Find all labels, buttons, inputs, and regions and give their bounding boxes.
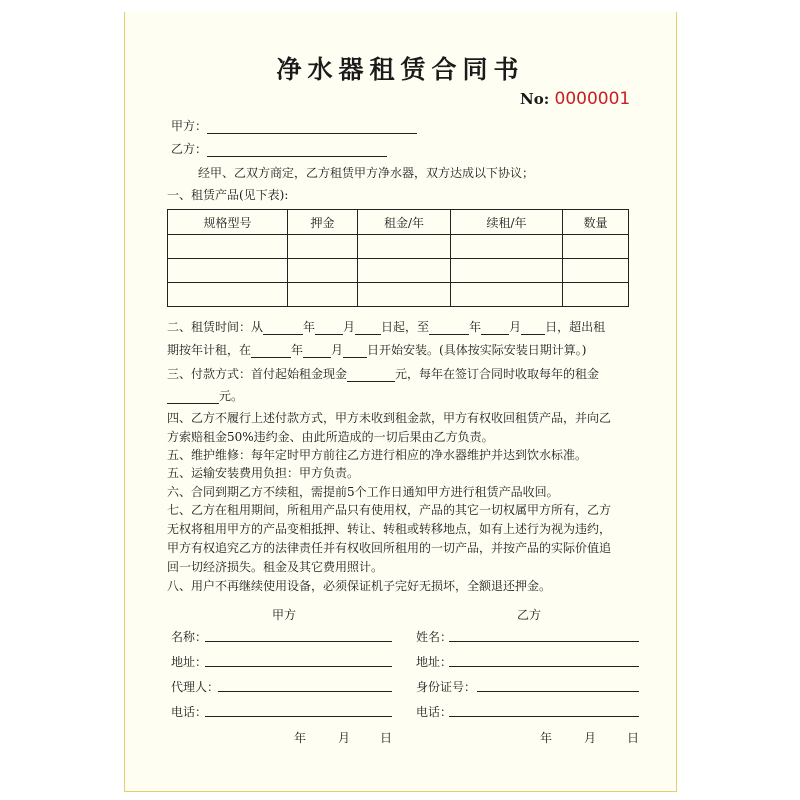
table-cell[interactable] — [563, 235, 629, 259]
section3-text: 三、付款方式：首付起始租金现金 — [167, 367, 348, 381]
header-deposit: 押金 — [288, 210, 358, 235]
table-cell[interactable] — [563, 259, 629, 283]
year-label: 年 — [291, 343, 304, 357]
section2-text: 期按年计租，在 — [167, 343, 252, 357]
section7-line1: 七、乙方在租用期间，所租用产品只有使用权，产品的其它一切权属甲方所有，乙方 — [167, 503, 612, 517]
section7-line4: 回一切经济损失。租金及其它费用照计。 — [167, 560, 384, 574]
month-label: 月 — [509, 320, 522, 334]
annual-rent-field[interactable] — [167, 403, 219, 404]
contract-title: 净水器租赁合同书 — [276, 55, 525, 84]
sign-a-agent-field[interactable] — [218, 691, 392, 692]
party-a-field[interactable] — [207, 133, 417, 134]
sign-b-id-label: 身份证号： — [416, 680, 477, 694]
sign-b-day: 日 — [627, 731, 640, 745]
party-b-label: 乙方： — [171, 142, 208, 156]
section2-text: 日，超出租 — [545, 320, 606, 334]
section8-text: 八、用户不再继续使用设备，必须保证机子完好无损坏，全额退还押金。 — [167, 579, 552, 593]
section3-text: 元。 — [219, 389, 244, 403]
table-cell[interactable] — [288, 283, 358, 307]
section3-line1 — [167, 365, 599, 382]
section6-text: 六、合同到期乙方不续租，需提前5个工作日通知甲方进行租赁产品收回。 — [167, 485, 559, 499]
sign-b-name-label: 姓名： — [416, 630, 453, 644]
section2-text: 日开始安装。(具体按实际安装日期计算。) — [367, 343, 587, 357]
table-cell[interactable] — [451, 259, 563, 283]
sign-a-address-label: 地址： — [171, 655, 208, 669]
section2-text: 二、租赁时间：从 — [167, 320, 264, 334]
sign-b-name-field[interactable] — [449, 641, 639, 642]
sign-b-year: 年 — [540, 731, 553, 745]
party-a-row — [171, 117, 417, 134]
sign-b-id-field[interactable] — [477, 691, 639, 692]
product-table — [167, 209, 629, 307]
sign-a-phone-label: 电话： — [171, 705, 208, 719]
table-cell[interactable] — [358, 235, 451, 259]
header-rent-year: 租金/年 — [358, 210, 451, 235]
section4-line2: 方索赔租金50%违约金、由此所造成的一切后果由乙方负责。 — [167, 430, 494, 444]
sign-a-day: 日 — [380, 731, 393, 745]
end-day-field[interactable] — [521, 334, 545, 335]
section3-text: 元，每年在签订合同时收取每年的租金 — [395, 367, 600, 381]
month-label: 月 — [331, 343, 344, 357]
table-header-row — [168, 210, 629, 235]
sign-b-phone-label: 电话： — [416, 705, 453, 719]
sign-a-agent-label: 代理人： — [171, 680, 220, 694]
start-day-field[interactable] — [355, 334, 381, 335]
sign-b-heading: 乙方 — [517, 608, 542, 622]
sign-a-month: 月 — [338, 731, 351, 745]
table-cell[interactable] — [358, 283, 451, 307]
section5b-text: 五、运输安装费用负担：甲方负责。 — [167, 466, 360, 480]
start-year-field[interactable] — [263, 334, 303, 335]
sign-a-address-field[interactable] — [205, 666, 392, 667]
section3-line2 — [167, 387, 243, 404]
sign-a-name-label: 名称： — [171, 630, 208, 644]
serial-label: No: — [520, 90, 550, 108]
install-month-field[interactable] — [303, 357, 331, 358]
sign-b-month: 月 — [584, 731, 597, 745]
party-a-label: 甲方： — [171, 119, 208, 133]
section2-line2 — [167, 341, 586, 358]
year-label: 年 — [469, 320, 482, 334]
end-month-field[interactable] — [481, 334, 509, 335]
section7-line2: 无权将租用甲方的产品变相抵押、转让、转租或转移地点，如有上述行为视为违约， — [167, 522, 612, 536]
section2-text: 日起，至 — [381, 320, 430, 334]
section2-line1 — [167, 318, 605, 335]
header-model: 规格型号 — [168, 210, 288, 235]
header-quantity: 数量 — [563, 210, 629, 235]
install-year-field[interactable] — [251, 357, 291, 358]
serial-number — [520, 89, 630, 109]
sign-b-address-label: 地址： — [416, 655, 453, 669]
table-cell[interactable] — [288, 235, 358, 259]
sign-b-address-field[interactable] — [449, 666, 639, 667]
start-month-field[interactable] — [315, 334, 343, 335]
sign-a-heading: 甲方 — [272, 608, 297, 622]
end-year-field[interactable] — [429, 334, 469, 335]
header-renew-year: 续租/年 — [451, 210, 563, 235]
party-b-field[interactable] — [207, 156, 387, 157]
section7-line3: 甲方有权追究乙方的法律责任并有权收回所租用的一切产品，并按产品的实际价值追 — [167, 541, 612, 555]
section4-line1: 四、乙方不履行上述付款方式，甲方未收到租金款，甲方有权收回租赁产品，并向乙 — [167, 411, 612, 425]
sign-a-phone-field[interactable] — [205, 716, 392, 717]
sign-a-year: 年 — [294, 731, 307, 745]
month-label: 月 — [343, 320, 356, 334]
year-label: 年 — [303, 320, 316, 334]
table-cell[interactable] — [168, 283, 288, 307]
table-cell[interactable] — [563, 283, 629, 307]
table-cell[interactable] — [168, 235, 288, 259]
table-cell[interactable] — [288, 259, 358, 283]
table-row — [168, 283, 629, 307]
table-row — [168, 259, 629, 283]
table-cell[interactable] — [451, 235, 563, 259]
party-b-row — [171, 140, 387, 157]
table-cell[interactable] — [358, 259, 451, 283]
table-cell[interactable] — [451, 283, 563, 307]
table-row — [168, 235, 629, 259]
sign-a-name-field[interactable] — [205, 641, 392, 642]
serial-value: 0000001 — [554, 89, 631, 109]
section5a-text: 五、维护维修：每年定时甲方前往乙方进行相应的净水器维护并达到饮水标准。 — [167, 448, 588, 462]
section1-label: 一、租赁产品(见下表): — [167, 188, 289, 202]
sign-b-phone-field[interactable] — [449, 716, 639, 717]
table-cell[interactable] — [168, 259, 288, 283]
install-day-field[interactable] — [343, 357, 367, 358]
down-payment-field[interactable] — [347, 381, 395, 382]
intro-text: 经甲、乙双方商定，乙方租赁甲方净水器，双方达成以下协议； — [198, 166, 535, 180]
